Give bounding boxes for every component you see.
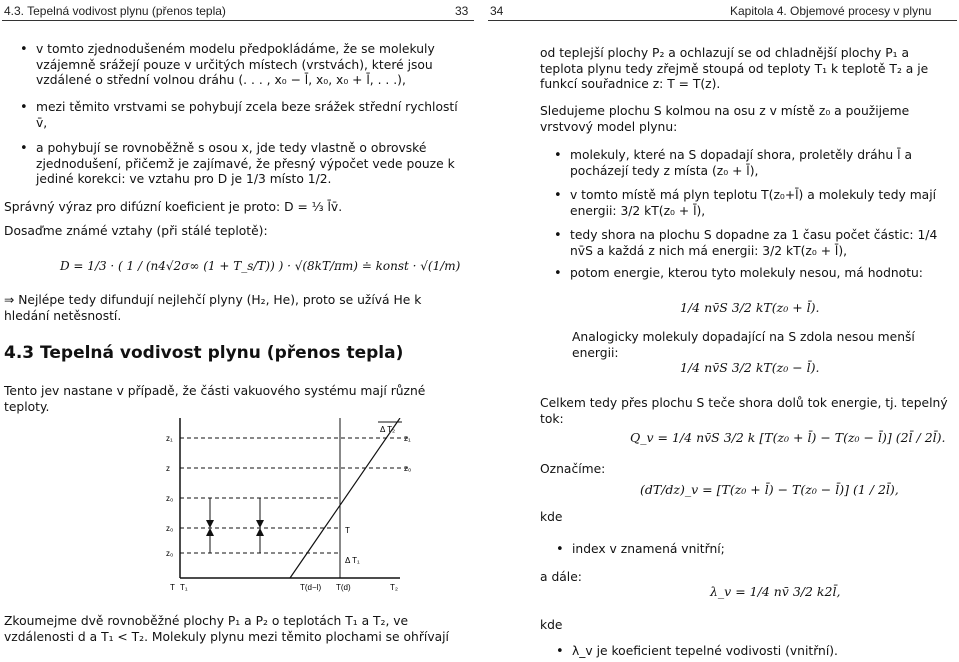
right-bullet-3: • tedy shora na plochu S dopadne za 1 času počet částic: 1/4 nv̄S a každá z nich má energii: 3/2 kT(z₀ + l̄), (570, 228, 950, 259)
figure-left-label-4: z₀ (166, 524, 174, 533)
figure-bottom-label-3: T(d−l) (300, 583, 322, 592)
conclusion-line: ⇒ Nejlépe tedy difundují nejlehčí plyny (H₂, He), proto se užívá He k hledání netěsností. (4, 293, 422, 323)
figure-inner-label: T (345, 526, 350, 535)
figure-left-label-1: z₁ (166, 434, 173, 443)
flux-formula: Q_v = 1/4 nv̄S 3/2 k [T(z₀ + l̄) − T(z₀ − l̄)] (2l̄ / 2l̄). (630, 430, 946, 445)
energy-top-formula: 1/4 nv̄S 3/2 kT(z₀ + l̄). (680, 300, 820, 315)
diffusion-formula: D = 1/3 · ( 1 / (n4√2σ∞ (1 + T_s/T)) ) · √(8kT/πm) ≐ konst · √(1/m) (60, 259, 461, 273)
right-intro: od teplejší plochy P₂ a ochlazují se od chladnější plochy P₁ a teplota plynu tedy zřejmě stoupá od teploty T₁ k teplotě T₂ a je funkcí souřadnice z: T = T(z). (540, 46, 929, 91)
left-header-page: 33 (455, 4, 469, 18)
denote-label: Označíme: (540, 462, 606, 476)
left-bullet-1: • v tomto zjednodušeném modelu předpokládáme, že se molekuly vzájemně srážejí pouze v určitých místech (vrstvách), které jsou vzdálené o střední volnou dráhu (. . . , x₀ − l̄, x₀, x₀ + l̄, . . .), (36, 42, 466, 89)
right-header-page: 34 (490, 4, 504, 18)
figure-side-label: Δ T₁ (345, 556, 360, 565)
figure-arrowhead-4 (256, 528, 264, 536)
right-header-rule (488, 20, 957, 21)
figure-right-label-2: z₀ (404, 464, 412, 473)
figure-bottom-label-4: T(d) (336, 583, 351, 592)
left-bullet-3: • a pohybují se rovnoběžně s osou x, jde tedy vlastně o obrovské zjednodušení, přičemž je zajímavé, že přesný výpočet vede pouze k jediné korekci: ve vztahu pro D je 1/3 místo 1/2. (36, 141, 466, 188)
figure-left-label-3: z₀ (166, 494, 174, 503)
lambda-formula: λ_v = 1/4 nv̄ 3/2 k2l̄, (710, 584, 841, 599)
left-header-rule (2, 20, 474, 21)
figure-bottom-label-2: T₁ (180, 583, 188, 592)
further-label: a dále: (540, 570, 582, 584)
energy-bottom-formula: 1/4 nv̄S 3/2 kT(z₀ − l̄). (680, 360, 820, 375)
analog-text: Analogicky molekuly dopadající na S zdola nesou menší energii: (572, 330, 915, 360)
lambda-bullet: • λ_v je koeficient tepelné vodivosti (vnitřní). (572, 644, 942, 660)
right-bullet-1: • molekuly, které na S dopadají shora, proletěly dráhu l̄ a pocházejí tedy z místa (z₀ + l̄), (570, 148, 950, 179)
right-header-title: Kapitola 4. Objemové procesy v plynu (730, 4, 932, 18)
figure-right-label-1: z₁ (404, 434, 411, 443)
index-bullet: • index v znamená vnitřní; (572, 542, 942, 558)
left-bullet-2: • mezi těmito vrstvami se pohybují zcela beze srážek střední rychlostí v̄, (36, 100, 466, 131)
temperature-figure (140, 418, 420, 598)
figure-bottom-label-5: T₂ (390, 583, 398, 592)
surface-text: Sledujeme plochu S kolmou na osu z v místě z₀ a použijeme vrstvový model plynu: (540, 104, 910, 134)
bottom-text: Zkoumejme dvě rovnoběžné plochy P₁ a P₂ o teplotách T₁ a T₂, ve vzdálenosti d a T₁ < T₂. Molekuly plynu mezi těmito plochami se ohřívají (4, 614, 449, 644)
figure-top-label: Δ T₂ (380, 425, 396, 434)
diffusion-line: Správný výraz pro difúzní koeficient je proto: D = ⅓ l̄v̄. (4, 200, 343, 214)
section-title: 4.3 Tepelná vodivost plynu (přenos tepla) (4, 343, 404, 363)
substitution-line: Dosaďme známé vztahy (při stálé teplotě): (4, 224, 268, 238)
right-bullet-4: • potom energie, kterou tyto molekuly nesou, má hodnotu: (570, 266, 950, 282)
where-label: kde (540, 510, 563, 524)
total-flux-text: Celkem tedy přes plochu S teče shora dolů tok energie, tj. tepelný tok: (540, 396, 948, 426)
where-label-2: kde (540, 618, 563, 632)
figure-arrowhead-1 (206, 520, 214, 528)
figure-arrowhead-2 (206, 528, 214, 536)
figure-left-label-2: z (166, 464, 170, 473)
left-header-title: 4.3. Tepelná vodivost plynu (přenos tepla) (4, 4, 226, 18)
figure-arrowhead-3 (256, 520, 264, 528)
gradient-formula: (dT/dz)_v = [T(z₀ + l̄) − T(z₀ − l̄)] (1 / 2l̄), (640, 482, 899, 497)
section-intro: Tento jev nastane v případě, že části vakuového systému mají různé teploty. (4, 384, 426, 414)
figure-left-label-5: z₀ (166, 549, 174, 558)
right-bullet-2: • v tomto místě má plyn teplotu T(z₀+l̄) a molekuly tedy mají energii: 3/2 kT(z₀ + l̄), (570, 188, 950, 219)
right-page (480, 0, 959, 662)
figure-bottom-label-1: T (170, 583, 175, 592)
